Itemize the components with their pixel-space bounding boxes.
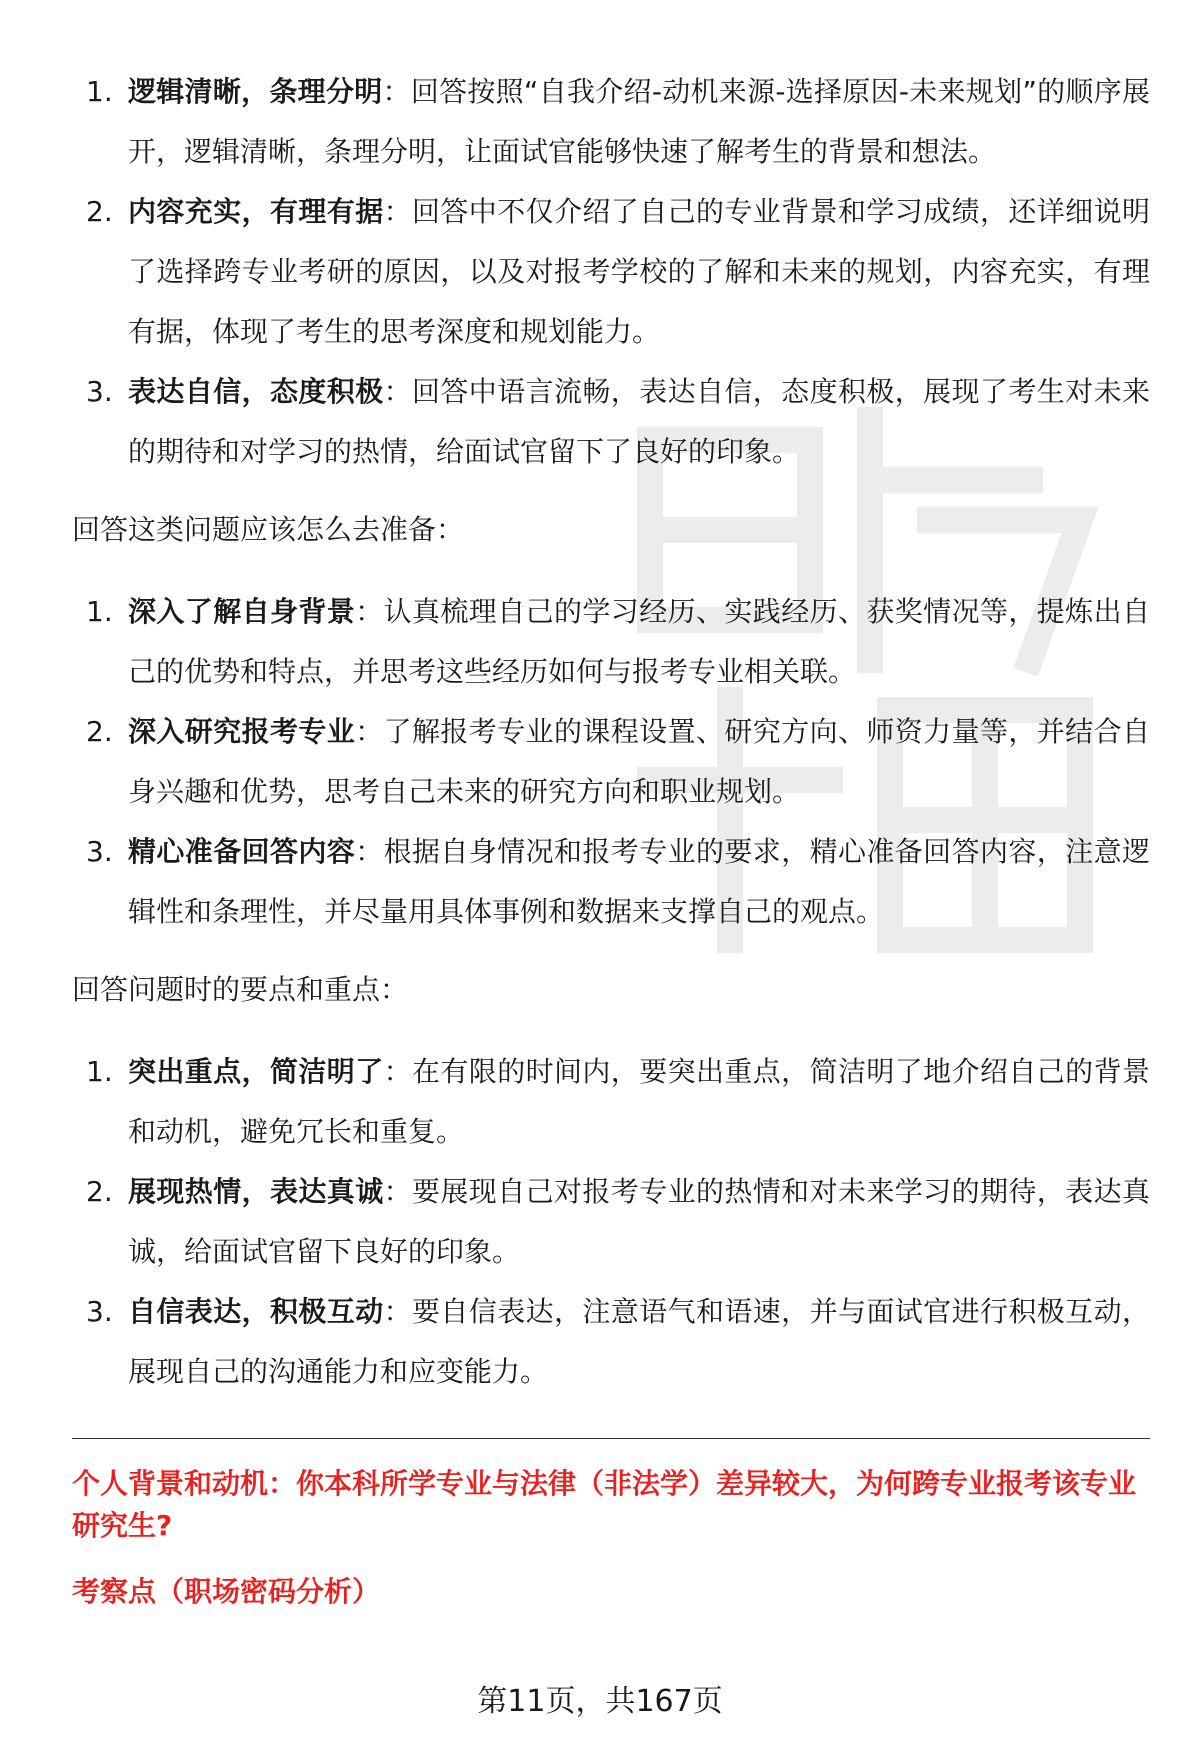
item-separator: ： [355,835,384,868]
list-item [72,362,1150,482]
list-number: 3. [86,835,113,868]
section-intro-keypoints: 回答问题时的要点和重点： [72,973,409,1006]
list-number: 1. [86,595,113,628]
item-term: 表达自信，态度积极 [128,375,384,408]
item-text: 回答中语言流畅，表达自信，态度积极，展现了考生对未来的期待和对学习的热情，给面试官留下了良好的印象。 [128,375,1150,468]
question-heading: 个人背景和动机：你本科所学专业与法律（非法学）差异较大，为何跨专业报考该专业研究生? [72,1467,1137,1542]
item-separator: ： [383,1175,412,1208]
item-term: 逻辑清晰，条理分明 [128,75,383,108]
item-text: 要展现自己对报考专业的热情和对未来学习的期待，表达真诚，给面试官留下良好的印象。 [128,1175,1150,1268]
item-text: 根据自身情况和报考专业的要求，精心准备回答内容，注意逻辑性和条理性，并尽量用具体事例和数据来支撑自己的观点。 [128,835,1150,928]
item-separator: ： [382,75,411,108]
list-item [72,1282,1150,1402]
item-separator: ： [383,1295,412,1328]
list-number: 1. [86,1055,113,1088]
list-item [72,582,1150,702]
item-term: 内容充实，有理有据 [128,195,384,228]
list-item [72,702,1150,822]
item-text: 要自信表达，注意语气和语速，并与面试官进行积极互动，展现自己的沟通能力和应变能力。 [128,1295,1150,1388]
preparation-list [72,582,1150,942]
item-text: 回答按照“自我介绍-动机来源-选择原因-未来规划”的顺序展开，逻辑清晰，条理分明，让面试官能够快速了解考生的背景和想法。 [128,75,1150,168]
keypoints-list [72,1042,1150,1402]
list-item [72,1042,1150,1162]
document-page [72,62,1150,1613]
page-number: 第11页，共167页 [477,1684,723,1719]
item-term: 精心准备回答内容 [128,835,356,868]
list-number: 2. [86,1175,113,1208]
item-term: 深入研究报考专业 [128,715,356,748]
question-subheading: 考察点（职场密码分析） [72,1575,381,1608]
item-text: 回答中不仅介绍了自己的专业背景和学习成绩，还详细说明了选择跨专业考研的原因，以及对报考学校的了解和未来的规划，内容充实，有理有据，体现了考生的思考深度和规划能力。 [128,195,1150,348]
list-number: 3. [86,375,113,408]
item-separator: ： [383,375,412,408]
list-number: 3. [86,1295,113,1328]
item-term: 突出重点，简洁明了 [128,1055,384,1088]
item-term: 深入了解自身背景 [128,595,356,628]
list-item [72,1162,1150,1282]
item-text: 了解报考专业的课程设置、研究方向、师资力量等，并结合自身兴趣和优势，思考自己未来的研究方向和职业规划。 [128,715,1150,808]
item-term: 展现热情，表达真诚 [128,1175,384,1208]
item-text: 认真梳理自己的学习经历、实践经历、获奖情况等，提炼出自己的优势和特点，并思考这些经历如何与报考专业相关联。 [128,595,1150,688]
section-intro-preparation: 回答这类问题应该怎么去准备： [72,513,465,546]
item-text: 在有限的时间内，要突出重点，简洁明了地介绍自己的背景和动机，避免冗长和重复。 [128,1055,1150,1148]
list-number: 2. [86,715,113,748]
item-separator: ： [355,715,384,748]
item-term: 自信表达，积极互动 [128,1295,384,1328]
item-separator: ： [355,595,384,628]
item-separator: ： [383,1055,412,1088]
item-separator: ： [383,195,412,228]
list-item [72,182,1150,362]
list-number: 2. [86,195,113,228]
evaluation-list [72,62,1150,482]
list-number: 1. [86,75,113,108]
list-item [72,62,1150,182]
list-item [72,822,1150,942]
